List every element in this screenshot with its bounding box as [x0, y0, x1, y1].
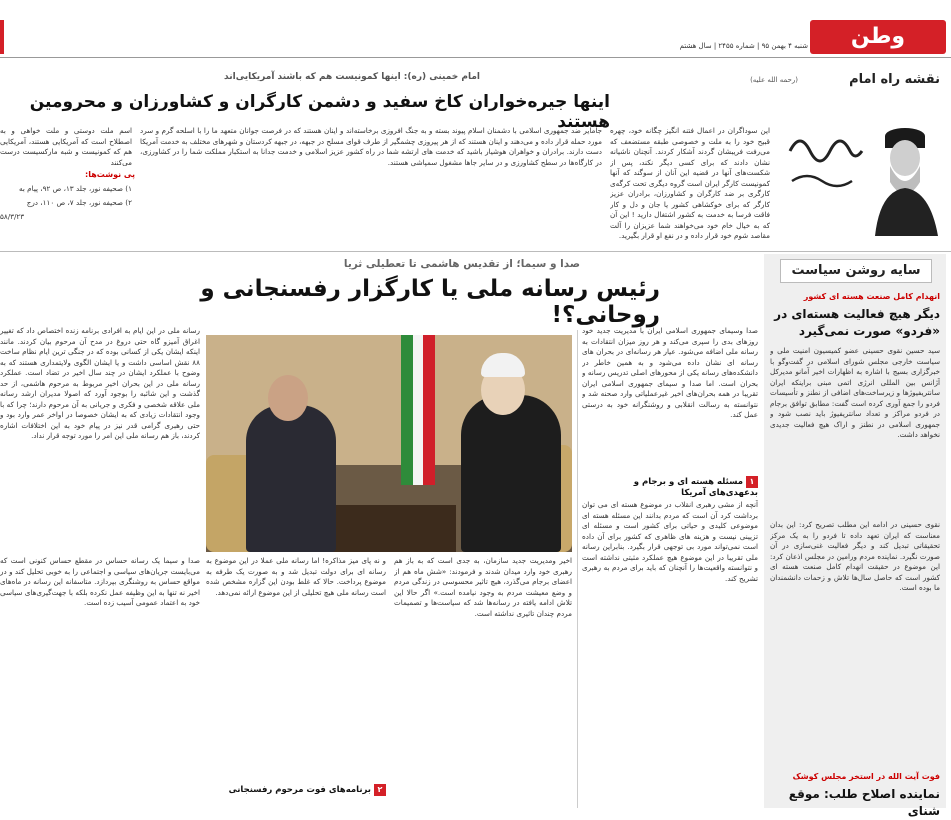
sidebar-headline[interactable]: دیگر هیچ فعالیت هسته‌ای در «فردو» صورت نمی‌گیرد	[774, 307, 940, 338]
main-col-left-2: صدا و سیما یک رسانه حساس در مقطع حساس کنونی است که می‌بایست جریان‌های سیاسی و اجتماعی را به خوبی تحلیل کند و در مواقع حساس به روشنگری بپردازد. متاسفانه این رسانه در ماه‌های اخیر نه تنها به این وظیفه عمل نکرده بلکه با جهت‌گیری‌های سیاسی خود به اعتماد عمومی آسیب زده است.	[0, 556, 200, 607]
imam-section-sub: (رحمه الله علیه)	[750, 76, 798, 84]
section-divider	[0, 251, 951, 252]
imam-source-2: ۲) صحیفه نور، جلد ۷، ص ۱۱۰، درج	[26, 198, 132, 207]
imam-section-label: نقشه راه امام	[849, 72, 940, 87]
sidebar-kicker: انهدام کامل صنعت هسته ای کشور	[803, 292, 940, 301]
imam-quote-headline[interactable]: اینها جیره‌خواران کاخ سفید و دشمن کارگران و کشاورزان و محرومین هستند	[29, 92, 610, 132]
main-story-kicker: صدا و سیما؛ از تقدیس هاشمی تا تعطیلی ثریا	[343, 258, 580, 270]
main-col-right: صدا وسیمای جمهوری اسلامی ایران با مدیریت جدید خود روزهای بدی را سپری می‌کند و هر روز میزان انتقادات به رسانه ملی اضافه می‌شود. عیار هر رسانه‌ای در بحران های رسانه ای نشان داده می‌شود و به همین خاطر در دانشکده‌های رسانه یکی از محورهای اصلی تدریس رسانه و بحران است. اما صدا و سیمای جمهوری اسلامی ایران تقریبا در همه بحران‌های اخیر غیرعملیاتی وارد صحنه شد و نتوانسته به رسالت انقلابی و روشنگرانه خود به درستی عمل کند.	[582, 326, 758, 419]
sidebar-body-2: نقوی حسینی در ادامه این مطلب تصریح کرد: این بدان معناست که ایران تعهد داده تا فردو را به یک مرکز تحقیقاتی تبدیل کند و دیگر فعالیت غنی‌سازی در آن صورت نگیرد. نماینده مردم ورامین در مجلس اذعان کرد: این موضوع در حقیقت انهدام کامل صنعت هسته ای کشور است که حاصل سال‌ها تلاش و زحمات دانشمندان ما بوده است.	[770, 520, 940, 592]
newspaper-logo[interactable]: وطن	[810, 20, 946, 54]
imam-sources-title: پی نوشت‌ها:	[85, 170, 135, 179]
issue-dateline: شنبه ۴ بهمن ۹۵ | شماره ۲۴۵۵ | سال هشتم	[679, 42, 808, 50]
main-subhead-2	[206, 784, 386, 796]
imam-source-date: ۵۸/۳/۲۳	[0, 212, 25, 221]
main-subhead-1	[582, 476, 758, 498]
photo-person-left-head	[268, 375, 308, 421]
imam-portrait-block	[780, 96, 940, 236]
imam-quote-kicker: امام خمینی (ره): اینها کمونیست هم که باشند آمریکایی‌اند	[224, 72, 480, 82]
sidebar-second-kicker: فوت آیت الله در استخر مجلس کوشک	[792, 772, 940, 781]
main-col-right-2: آنچه از مشی رهبری انقلاب در موضوع هسته ای می توان برداشت کرد آن است که مردم بدانند این مسئله هسته ای موضوعی کلیدی و حیاتی برای کشور است و مسئله ای تزیینی نیست و هزینه های ظاهری که کشور برای آن داده است نمی‌تواند مورد بی توجهی قرار بگیرد. بنابراین رسانه ملی تقریبا در این موضوع هیچ عملکرد مثبتی نداشته است و نتوانسته واقعیت‌ها را آنچنان که باید برای مردم به رهبری تشریح کند.	[582, 500, 758, 583]
sidebar-body: سید حسین نقوی حسینی عضو کمیسیون امنیت ملی و سیاست خارجی مجلس شورای اسلامی در گفت‌وگو با خبرگزاری بسیج با اشاره به اظهارات اخیر آمانو مدیرکل آژانس بین المللی انرژی اتمی مبنی براینکه ایران سانتریفیوژها و زیرساخت‌های اضافی از نطنز و تأسیسات فردو را جمع آوری کرده است گفت: مطابق توافق برجام در فردو مراکز و تعداد سانتریفیوژ باید نصب شود و جمهوری اسلامی در نطنز و اراک هیچ فعالیت جدیدی نخواهد داشت.	[770, 346, 940, 439]
imam-portrait-image	[780, 96, 940, 236]
imam-text-col3: اسم ملت دوستی و ملت خواهی و به اصطلاح است که آمریکایی هستند، آمریکایی هم که کمونیست و شبه مارکسیست درست می‌کنند	[0, 126, 132, 166]
main-subhead-1-text: مسئله هسته ای و برجام و بدعهدی‌های آمریکا	[633, 477, 758, 498]
photo-flag	[401, 335, 435, 485]
masthead-divider	[0, 57, 951, 58]
photo-person-right	[461, 395, 561, 552]
main-col-mid-2: و نه پای میز مذاکره! اما رسانه ملی عملا در این موضوع به رسانه ای برای دولت تبدیل شد و به صورت یک طرفه به موضوع پرداخت. حالا که غلط بودن این گزاره مشخص شده است رسانه ملی هیچ تحلیلی از این موضوع ارائه نمی‌دهد.	[206, 556, 386, 597]
subhead-number-badge: ۱	[746, 476, 758, 488]
imam-text-col1: این سوداگران در اعمال فتنه انگیز چگانه خود، چهره قبیح خود را به ملت و خصوصی طبقه مستضعف که می‌رفت فریبشان گردند آشکار کردند. آنچنان ناشیانه نشان دادند که برای کسی دیگر نکند، پس از شکست‌های آنها در قضیه این آنان از سوگند که آنها کمونیست کارگر ایران است گروه دیگری تحت کرگه‌ی کارگری بر ضد کارگران و کشاورزان، برادران عزیز کارگر که برای خوکشاهی کشور یا جان و دل و کار فاقت فرسا به خدمت به کشور اشتغال دارید ! این آن که به خیال خام خود می‌خواهند شما عزیزان را آلت مقاصد شوم خود قرار داده و در نفع او قرار بگیرید.	[610, 126, 770, 240]
sidebar-second-headline[interactable]: نماینده اصلاح طلب: موقع شنای	[788, 787, 940, 818]
main-subhead-2-text: برنامه‌های فوت مرحوم رفسنجانی	[228, 785, 371, 795]
photo-table	[326, 505, 456, 552]
main-col-mid: اخیر ومدیریت جدید سازمان، به جدی است که به باز هم رهبری خود وارد میدان شدند و فرمودند: «شش ماه هم از اعضای برجام می‌گذرد، هیچ تاثیر محسوسی در زندگی مردم و وضع معیشت مردم به وجود نیامده است.» اگر حالا این تلاش ادامه یافته در رسانه‌ها شد که سیاست‌ها و تصمیمات مردم چندان تاثیری نداشته است.	[394, 556, 572, 618]
column-divider	[577, 330, 578, 808]
main-story-photo	[206, 335, 572, 552]
main-story-headline[interactable]: رئیس رسانه ملی یا کارگزار رفسنجانی و روحانی؟!	[200, 276, 660, 328]
photo-person-left	[246, 405, 336, 552]
imam-text-col2: جامایر ضد جمهوری اسلامی با دشمنان اسلام پیوند بسته و به جنگ افروزی برخاسته‌اند و اینان هستند که در فرصت جوانان متعهد ما را با اسلحه گرم و سرد مورد حمله قرار داده و می‌دهند و اینان هستند که از هر پیروزی چشمگیر از طرف قوای مسلح در جبهه، در جبهه کردستان و شهرهای مختلف به خدمت آمریکا دست دارند. برادران و خواهران هوشیار باشید که خدمت های ارتشه شما در راه کشور عزیز اسلامی و خدمت جدانا به استکبار مملکت شما را در کشاورزی، در کارگاه‌ها در سطح کشاورزی و در سایر جاها مشغول سمپاشی هستند.	[140, 126, 602, 167]
main-col-left: رسانه ملی در این ایام به افرادی برنامه زنده اختصاص داد که تغییر اغراق آمیزو گاه حتی دروغ در مدح آن مرحوم بیان کردند. مانند اینکه ایشان یکی از کسانی بوده که در جنگی ترین ایام نظام ساخت ۸۸ نقش اساسی داشت و یا ایشان الگوی ولایتمداری هستند که به وضوح با عملکرد ایشان در چند سال اخیر در تضاد است. عملکرد رسانه ملی در این بحران اخیر مربوط به مرحوم هاشمی، از حد گذشت و این شائبه را بوجود آورد که اصولا مدیران ارشد رسانه ملی علاقه شخصی و فکری و جریانی به آن مرحوم دارند؛ چرا که با وجود انتقادات زیادی که به ایشان خصوصا در اواخر عمر وارد بود و حتی رهبری گرامی قدر نیز در پیام خود به این اختلافات اشاره کردند، باز هم رسانه ملی این امر را مورد توجه قرار نداد.	[0, 326, 200, 440]
imam-source-1: ۱) صحیفه نور، جلد ۱۳، ص ۹۲، پیام به	[19, 184, 132, 193]
sidebar-title: سایه روشن سیاست	[780, 259, 932, 283]
subhead-number-badge-2: ۲	[374, 784, 386, 796]
masthead-edge-mark	[0, 20, 4, 54]
